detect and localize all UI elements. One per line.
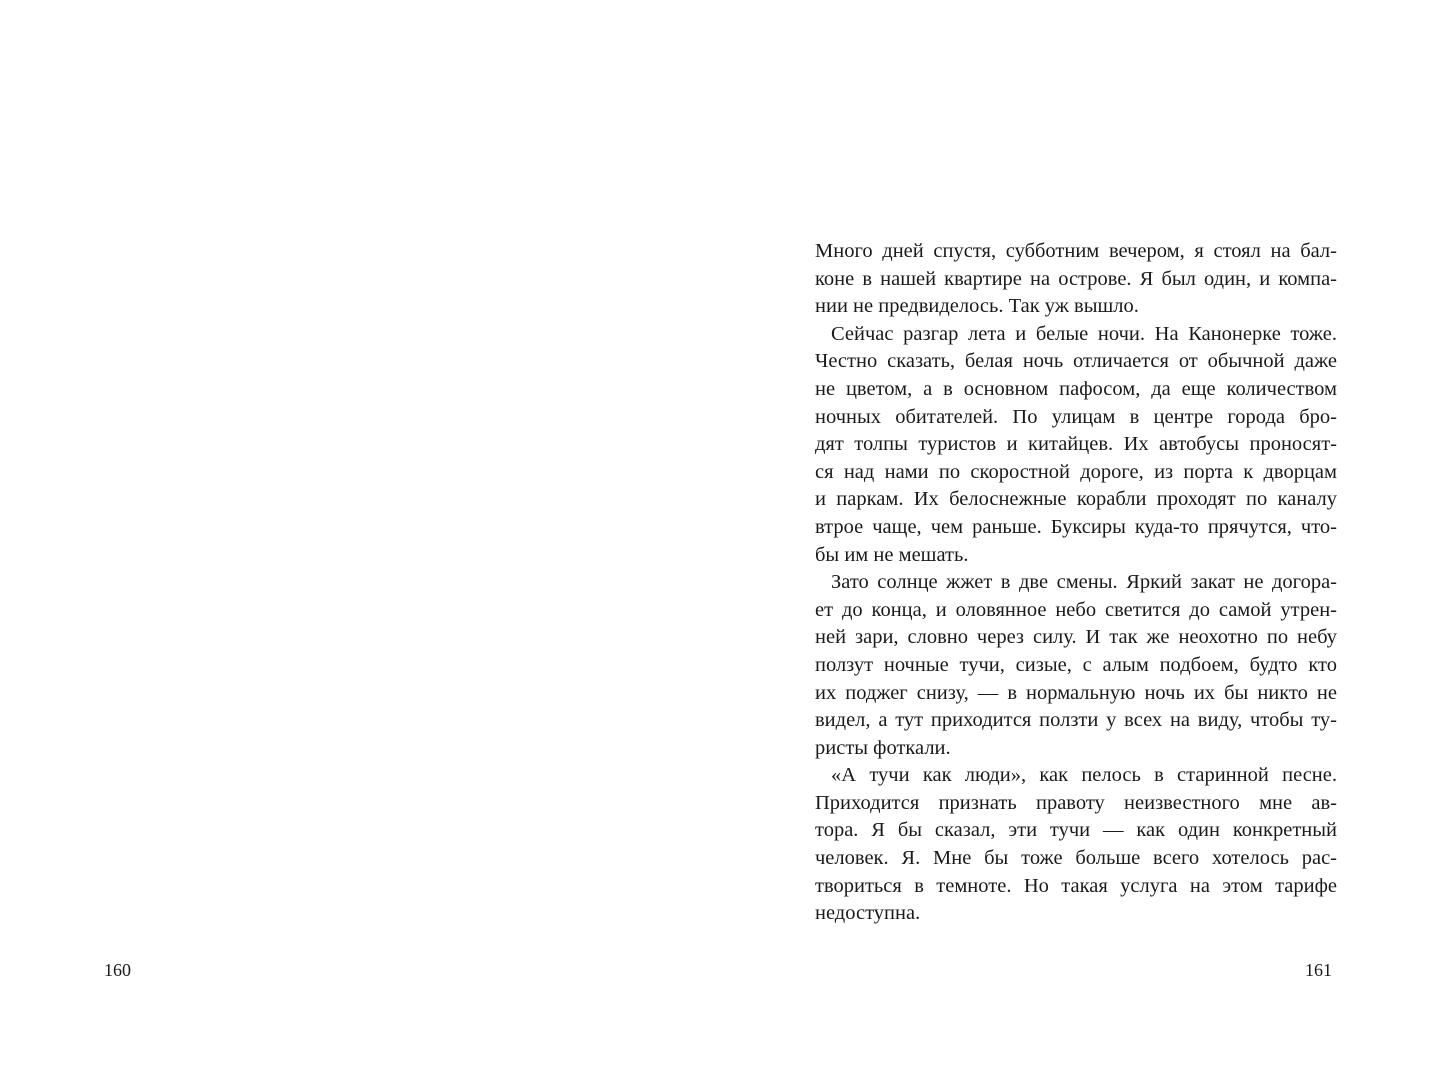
text-line: Честно сказать, белая ночь отличается от обычной даже [815,350,1337,373]
text-line: ристы фоткали. [815,736,951,759]
page-number-right: 161 [1305,960,1332,980]
text-line: ползут ночные тучи, сизые, с алым подбоем, будто кто [815,653,1337,676]
text-line: недоступна. [815,902,921,925]
text-line: ся над нами по скоростной дороге, из порта к дворцам [815,460,1337,483]
text-line: ет до конца, и оловянное небо светится до самой утрен- [815,598,1337,621]
text-line: их поджег снизу, — в нормальную ночь их бы никто не [815,681,1337,704]
text-line: Сейчас разгар лета и белые ночи. На Канонерке тоже. [831,322,1337,345]
text-line: нии не предвиделось. Так уж вышло. [815,295,1139,318]
text-line: коне в нашей квартире на острове. Я был один, и компа- [815,267,1337,290]
right-page [723,0,1445,1071]
text-line: бы им не мешать. [815,543,969,566]
left-page [0,0,722,1071]
text-line: ней зари, словно через силу. И так же неохотно по небу [815,626,1337,649]
text-line: Зато солнце жжет в две смены. Яркий закат не догора- [831,571,1337,594]
text-line: Много дней спустя, субботним вечером, я стоял на бал- [815,240,1337,262]
text-line: Приходится признать правоту неизвестного мне ав- [815,791,1337,814]
text-line: твориться в темноте. Но такая услуга на этом тарифе [815,874,1337,897]
text-line: видел, а тут приходится ползти у всех на виду, чтобы ту- [815,709,1337,732]
text-line: дят толпы туристов и китайцев. Их автобусы проносят- [815,433,1337,456]
text-line: тора. Я бы сказал, эти тучи — как один конкретный [815,819,1337,842]
page-number-left: 160 [104,960,131,980]
text-line: ночных обитателей. По улицам в центре города бро- [815,405,1337,428]
text-line: не цветом, а в основном пафосом, да еще количеством [815,377,1337,400]
body-text [815,238,1337,928]
text-line: «А тучи как люди», как пелось в старинной песне. [831,764,1337,787]
text-line: и паркам. Их белоснежные корабли проходят по каналу [815,488,1337,511]
text-line: человек. Я. Мне бы тоже больше всего хотелось рас- [815,847,1337,870]
text-line: втрое чаще, чем раньше. Буксиры куда-то прячутся, что- [815,515,1337,538]
